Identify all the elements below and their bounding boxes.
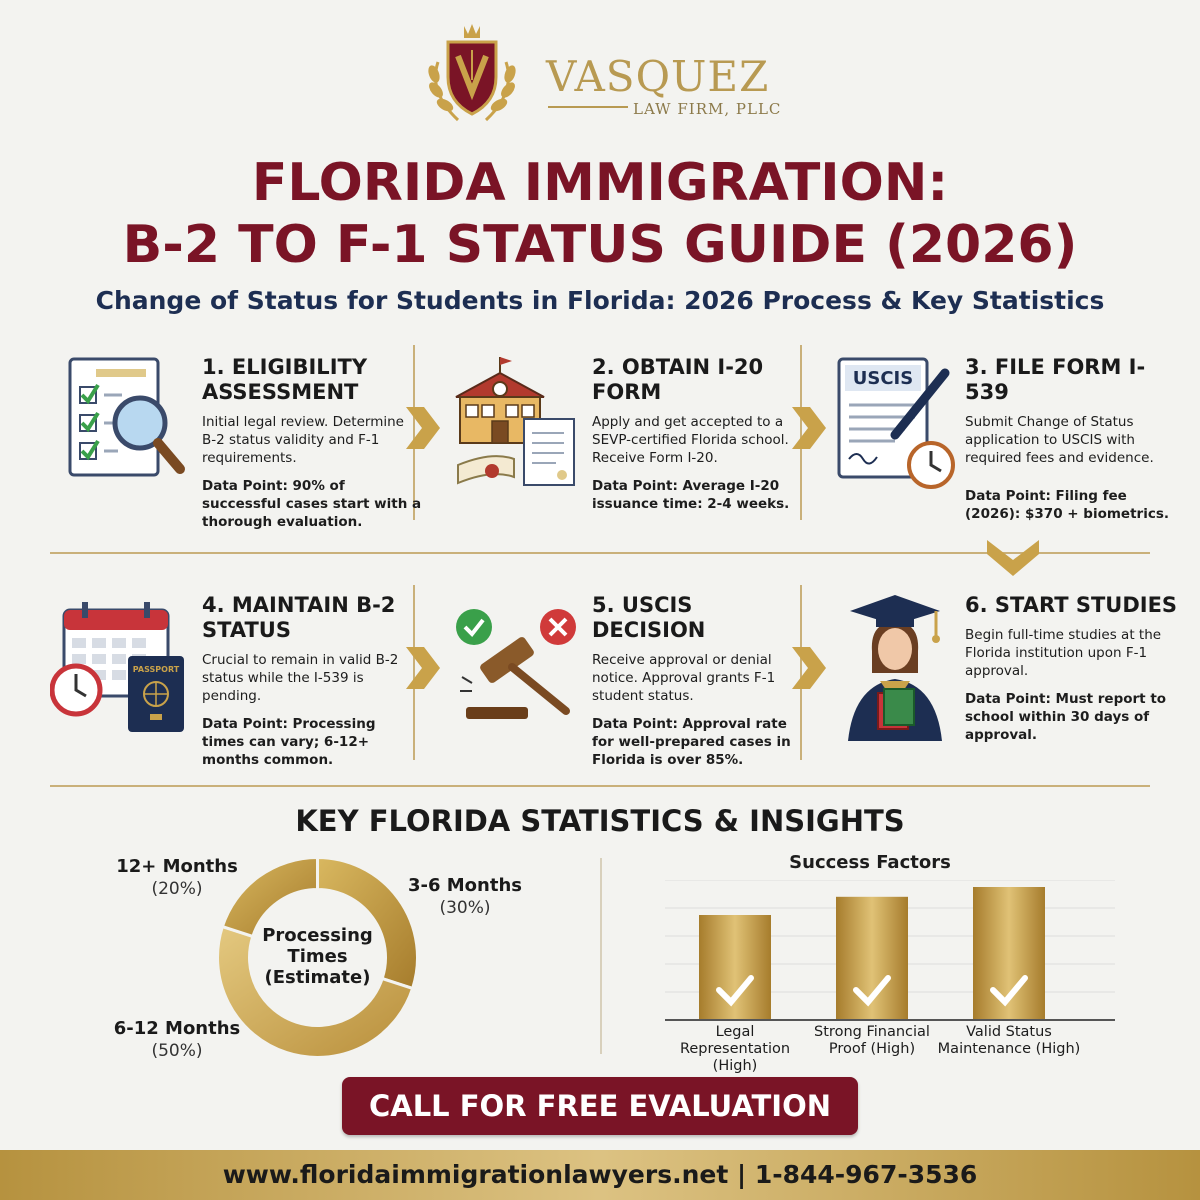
page-subtitle: Change of Status for Students in Florida: 2026 Process & Key Statistics: [95, 286, 1105, 315]
step-description: Apply and get accepted to a SEVP-certified Florida school. Receive Form I-20.: [592, 414, 789, 466]
step-heading: 4. MAINTAIN B-2 STATUS: [202, 593, 396, 642]
step-description: Crucial to remain in valid B-2 status while the I-539 is pending.: [202, 652, 399, 704]
stats-heading: KEY FLORIDA STATISTICS & INSIGHTS: [295, 804, 905, 838]
step-description: Receive approval or denial notice. Approval grants F-1 student status.: [592, 652, 776, 704]
bar-label: [797, 1024, 947, 1058]
slice-label: 6-12 Months: [113, 1018, 241, 1039]
step-description: Submit Change of Status application to USCIS with required fees and evidence.: [965, 414, 1154, 466]
step-data-point: Data Point: 90% of successful cases start with a thorough evaluation.: [202, 478, 422, 530]
bar-label-line: Valid Status: [966, 1024, 1052, 1040]
bar-label: [934, 1024, 1084, 1058]
step-description: Begin full-time studies at the Florida institution upon F-1 approval.: [965, 627, 1162, 679]
bar-label-line: Legal: [715, 1024, 755, 1040]
step-6: [840, 593, 1200, 793]
slice-percent: (30%): [439, 898, 491, 918]
graduate-student-icon: [840, 593, 950, 743]
step-heading: 1. ELIGIBILITY ASSESSMENT: [202, 355, 368, 404]
page-title-line-2: B-2 TO F-1 STATUS GUIDE (2026): [122, 215, 1078, 275]
checklist-magnifier-icon: [62, 355, 192, 505]
step-5: [450, 593, 820, 793]
passport-label: PASSPORT: [132, 665, 180, 674]
firm-logo: [418, 22, 798, 128]
step-1: [62, 355, 432, 555]
donut-label-6-12: [112, 1018, 242, 1062]
bar-label-line: Strong Financial: [814, 1024, 930, 1040]
step-heading: 5. USCIS DECISION: [592, 593, 706, 642]
stats-divider: [600, 858, 602, 1054]
donut-label-3-6: [400, 875, 530, 919]
step-3: [835, 355, 1200, 555]
step-2: [452, 355, 822, 555]
donut-center-label: Processing Times (Estimate): [262, 925, 373, 988]
step-heading: 3. FILE FORM I-539: [965, 355, 1146, 404]
step-data-point: Data Point: Average I-20 issuance time: 2-4 weeks.: [592, 478, 790, 512]
firm-subtitle: LAW FIRM, PLLC: [633, 100, 782, 118]
school-document-icon: [452, 355, 582, 505]
slice-label: 12+ Months: [116, 856, 238, 877]
uscis-form-icon: [835, 355, 965, 505]
slice-percent: (50%): [151, 1041, 203, 1061]
step-4: [50, 593, 420, 793]
step-data-point: Data Point: Processing times can vary; 6-12+ months common.: [202, 716, 376, 768]
step-data-point: Data Point: Filing fee (2026): $370 + biometrics.: [965, 488, 1169, 522]
bar-label-line: Proof (High): [828, 1041, 916, 1057]
uscis-label: USCIS: [852, 368, 914, 389]
step-heading: 6. START STUDIES: [965, 593, 1178, 617]
bar-1: [699, 915, 771, 1020]
bar-label-line: Maintenance (High): [937, 1041, 1081, 1057]
bar-chart-title: Success Factors: [789, 852, 951, 873]
gavel-decision-icon: [450, 593, 580, 743]
footer-contact[interactable]: www.floridaimmigrationlawyers.net | 1-844-967-3536: [0, 1150, 1200, 1200]
free-evaluation-button[interactable]: CALL FOR FREE EVALUATION: [342, 1077, 858, 1135]
slice-percent: (20%): [151, 879, 203, 899]
firm-name: VASQUEZ: [546, 52, 770, 101]
slice-label: 3-6 Months: [407, 875, 522, 896]
logo-divider: [548, 106, 628, 108]
donut-label-12-plus: [112, 856, 242, 900]
step-description: Initial legal review. Determine B-2 status validity and F-1 requirements.: [202, 414, 404, 466]
bar-label: [660, 1024, 810, 1075]
step-data-point: Data Point: Approval rate for well-prepared cases in Florida is over 85%.: [592, 716, 791, 768]
page-title-line-1: FLORIDA IMMIGRATION:: [251, 153, 949, 213]
bar-label-line: Representation (High): [679, 1041, 791, 1074]
calendar-passport-icon: [50, 593, 190, 743]
crest-icon: [418, 22, 526, 128]
step-heading: 2. OBTAIN I-20 FORM: [592, 355, 764, 404]
step-data-point: Data Point: Must report to school within 30 days of approval.: [965, 691, 1167, 743]
